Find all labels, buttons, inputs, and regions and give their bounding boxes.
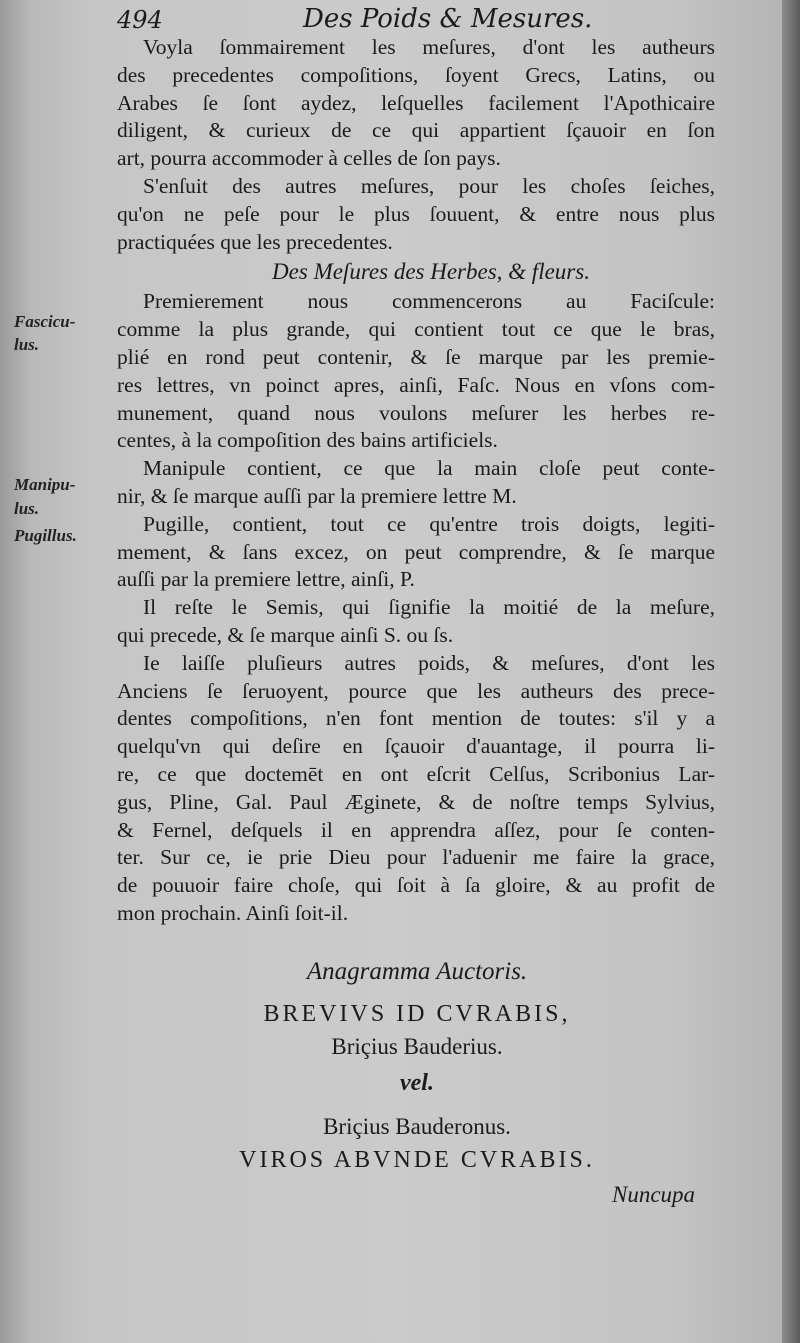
text-line: qu'on ne peſe pour le plus ſouuent, & entre nous plus (117, 201, 715, 226)
text-line: auſſi par la premiere lettre, ainſi, P. (117, 567, 415, 592)
running-head: Des Poids & Mesures. (303, 4, 593, 34)
text-line: nir, & ſe marque auſſi par la premiere lettre M. (117, 483, 517, 508)
text-line: mon prochain. Ainſi ſoit-il. (117, 900, 349, 925)
text-line: re, ce que doctemēt en ont eſcrit Celſus, Scribonius Lar- (117, 761, 715, 786)
text-line: S'enſuit des autres meſures, pour les choſes ſeiches, (143, 173, 715, 198)
anagram-name-2: Briçius Bauderonus. (323, 1114, 511, 1139)
text-line: plié en rond peut contenir, & ſe marque par les premie- (117, 344, 715, 369)
text-line: quelqu'vn qui deſire en ſçauoir d'auantage, il pourra li- (117, 734, 715, 759)
text-line: Premierement nous commencerons au Faciſcule: (143, 289, 715, 314)
margin-note-pugillus: Pugillus. (14, 526, 77, 545)
anagram-name-1: Briçius Bauderius. (331, 1034, 503, 1059)
page-number: 494 (117, 6, 163, 34)
anagram-title: Anagramma Auctoris. (306, 958, 528, 985)
section-heading: Des Meſures des Herbes, & fleurs. (272, 259, 590, 285)
text-line: Arabes ſe ſont aydez, leſquelles facilement l'Apothicaire (117, 90, 715, 115)
catchword: Nuncupa (612, 1182, 696, 1207)
anagram-line-2: VIROS ABVNDE CVRABIS. (239, 1147, 595, 1173)
text-line: gus, Pline, Gal. Paul Æginete, & de noſtre temps Sylvius, (117, 789, 715, 814)
text-line: mement, & ſans excez, on peut comprendre, & ſe marque (117, 539, 715, 564)
text-line: diligent, & curieux de ce qui appartient ſçauoir en ſon (117, 118, 715, 143)
text-line: Ie laiſſe pluſieurs autres poids, & meſures, d'ont les (143, 650, 715, 675)
margin-note-fasciculus-1: Fascicu- (14, 312, 76, 331)
text-line: Il reſte le Semis, qui ſignifie la moitié de la meſure, (143, 595, 715, 620)
text-line: munement, quand nous voulons meſurer les herbes re- (117, 400, 715, 425)
anagram-line-1: BREVIVS ID CVRABIS, (263, 1001, 571, 1027)
text-line: res lettres, vn poinct apres, ainſi, Faſc. Nous en vſons com- (117, 372, 715, 397)
margin-note-fasciculus-2: lus. (14, 335, 40, 354)
text-line: art, pourra accommoder à celles de ſon pays. (117, 146, 501, 171)
text-line: des precedentes compoſitions, ſoyent Grecs, Latins, ou (117, 62, 715, 87)
page-edge-shadow (782, 0, 800, 1343)
text-line: centes, à la compoſition des bains artificiels. (117, 428, 498, 453)
text-line: Voyla ſommairement les meſures, d'ont les autheurs (143, 35, 715, 59)
text-line: comme la plus grande, qui contient tout ce que le bras, (117, 317, 715, 342)
page-header (0, 2, 782, 38)
margin-note-manipulus-1: Manipu- (14, 475, 76, 494)
text-line: practiquées que les precedentes. (117, 229, 393, 254)
text-line: qui precede, & ſe marque ainſi S. ou ſs. (117, 622, 454, 647)
body-text (117, 34, 715, 928)
text-line: Anciens ſe ſeruoyent, pource que les autheurs des prece- (117, 678, 715, 703)
text-line: ter. Sur ce, ie prie Dieu pour l'aduenir me faire la grace, (117, 845, 715, 870)
margin-note-manipulus-2: lus. (14, 499, 40, 518)
text-line: dentes compoſitions, n'en font mention de toutes: s'il y a (117, 706, 715, 731)
text-line: de pouuoir faire choſe, qui ſoit à ſa gloire, & au profit de (117, 873, 715, 898)
text-line: Pugille, contient, tout ce qu'entre trois doigts, legiti- (143, 511, 715, 536)
anagram-vel: vel. (400, 1070, 434, 1096)
text-line: Manipule contient, ce que la main cloſe peut conte- (143, 456, 715, 481)
text-line: & Fernel, deſquels il en apprendra aſſez, pour ſe conten- (117, 817, 715, 842)
